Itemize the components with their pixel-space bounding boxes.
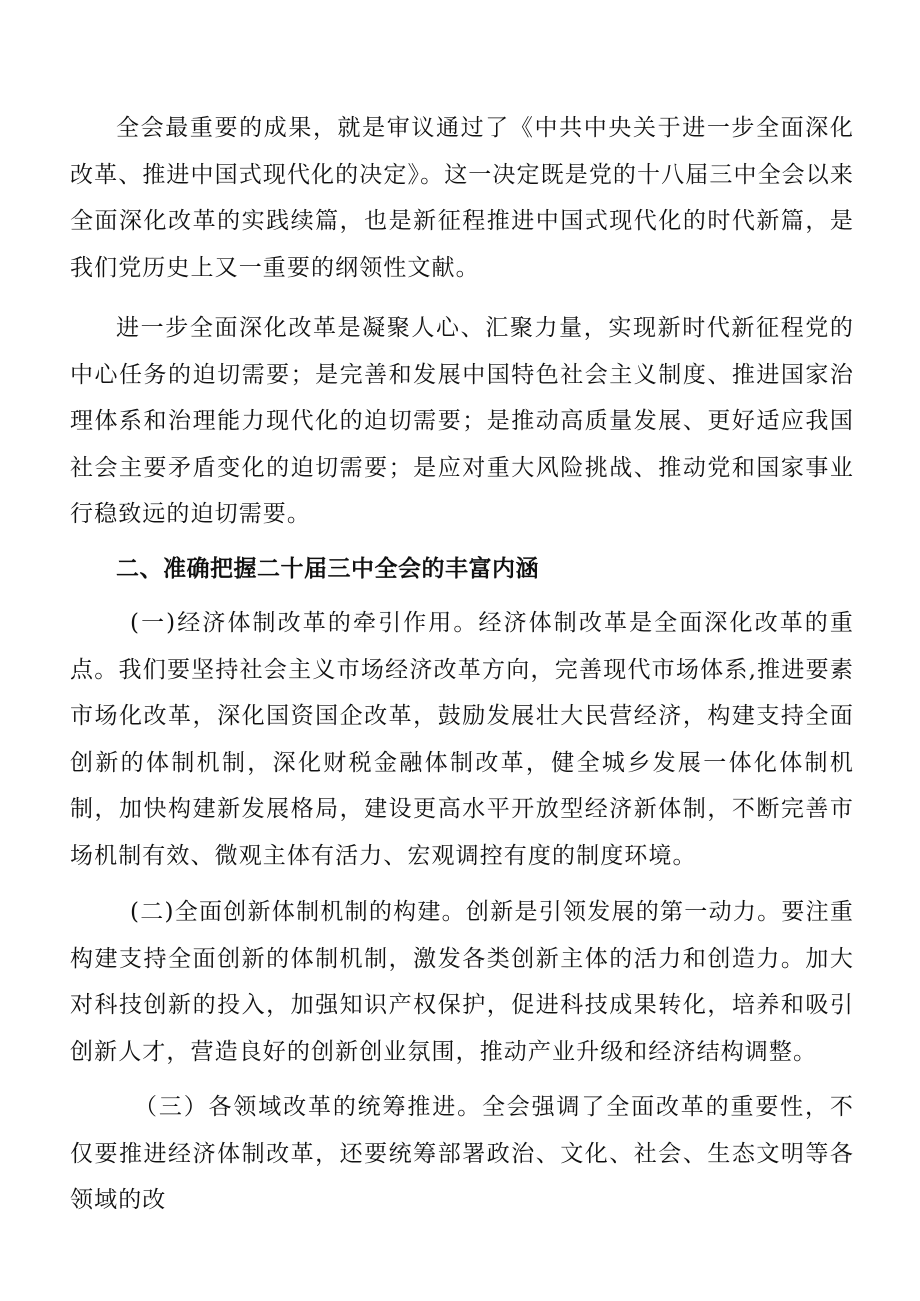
- subsection-paragraph-3: （三）各领域改革的统筹推进。全会强调了全面改革的重要性，不仅要推进经济体制改革，还要统筹部署政治、文化、社会、生态文明等各领域的改: [70, 1094, 854, 1213]
- subsection-paragraph-2: (二)全面创新体制机制的构建。创新是引领发展的第一动力。要注重构建支持全面创新的体制机制，激发各类创新主体的活力和创造力。加大对科技创新的投入，加强知识产权保护，促进科技成果转化，培养和吸引创新人才，营造良好的创新创业氛围，推动产业升级和经济结构调整。: [70, 899, 854, 1065]
- section-heading: 二、准确把握二十届三中全会的丰富内涵: [116, 556, 539, 582]
- body-paragraph-1: 全会最重要的成果，就是审议通过了《中共中央关于进一步全面深化改革、推进中国式现代化的决定》。这一决定既是党的十八届三中全会以来全面深化改革的实践续篇，也是新征程推进中国式现代化的时代新篇，是我们党历史上又一重要的纲领性文献。: [70, 115, 854, 281]
- body-paragraph-2: 进一步全面深化改革是凝聚人心、汇聚力量，实现新时代新征程党的中心任务的迫切需要；是完善和发展中国特色社会主义制度、推进国家治理体系和治理能力现代化的迫切需要；是推动高质量发展、更好适应我国社会主要矛盾变化的迫切需要；是应对重大风险挑战、推动党和国家事业行稳致远的迫切需要。: [70, 315, 854, 527]
- subsection-paragraph-1: (一)经济体制改革的牵引作用。经济体制改革是全面深化改革的重点。我们要坚持社会主义市场经济改革方向，完善现代市场体系,推进要素市场化改革，深化国资国企改革，鼓励发展壮大民营经济，构建支持全面创新的体制机制，深化财税金融体制改革，健全城乡发展一体化体制机制，加快构建新发展格局，建设更高水平开放型经济新体制，不断完善市场机制有效、微观主体有活力、宏观调控有度的制度环境。: [70, 610, 854, 869]
